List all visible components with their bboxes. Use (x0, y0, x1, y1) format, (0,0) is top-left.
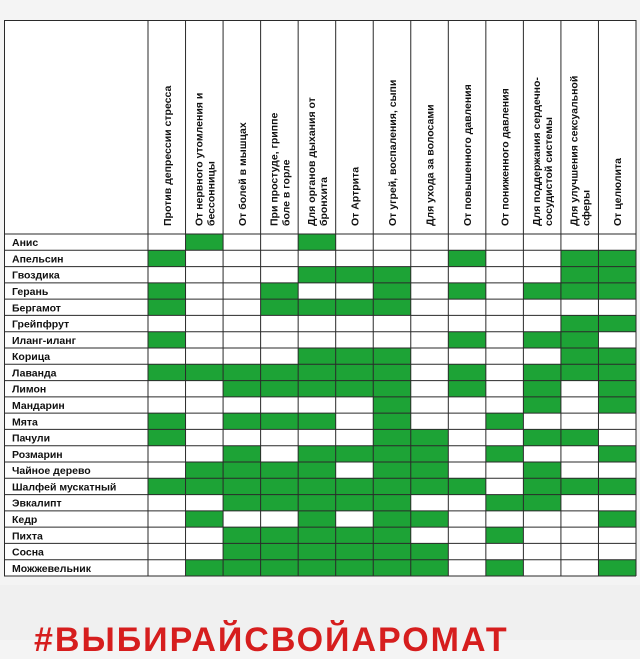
column-header: От пониженного давления (499, 88, 512, 226)
mark-cell (373, 267, 411, 283)
mark-cell (261, 478, 299, 494)
column-header: От болей в мышцах (236, 122, 249, 226)
row-label: Сосна (12, 546, 44, 559)
mark-cell (561, 429, 599, 445)
column-header: Для поддержания сердечно- (531, 77, 544, 226)
mark-cell (561, 283, 599, 299)
mark-cell (298, 511, 336, 527)
mark-cell (336, 446, 374, 462)
mark-cell (598, 560, 636, 576)
mark-cell (298, 381, 336, 397)
mark-cell (261, 495, 299, 511)
mark-cell (261, 299, 299, 315)
mark-cell (523, 429, 561, 445)
mark-cell (598, 446, 636, 462)
mark-cell (486, 495, 524, 511)
mark-cell (411, 560, 449, 576)
mark-cell (411, 511, 449, 527)
mark-cell (186, 560, 224, 576)
mark-cell (486, 560, 524, 576)
mark-cell (148, 299, 186, 315)
mark-cell (223, 527, 261, 543)
mark-cell (598, 348, 636, 364)
mark-cell (148, 413, 186, 429)
row-label: Анис (12, 237, 39, 250)
mark-cell (373, 381, 411, 397)
mark-cell (486, 527, 524, 543)
mark-cell (148, 250, 186, 266)
mark-cell (411, 446, 449, 462)
column-header: сосудистой системы (543, 117, 556, 226)
mark-cell (186, 478, 224, 494)
mark-cell (261, 381, 299, 397)
mark-cell (298, 413, 336, 429)
mark-cell (298, 462, 336, 478)
mark-cell (448, 332, 486, 348)
mark-cell (523, 495, 561, 511)
mark-cell (561, 478, 599, 494)
row-labels (12, 237, 116, 575)
mark-cell (148, 364, 186, 380)
mark-cell (336, 267, 374, 283)
column-header: При простуде, гриппе (268, 112, 281, 226)
mark-cell (186, 364, 224, 380)
mark-cell (223, 560, 261, 576)
oils-table-sheet (4, 20, 636, 576)
mark-cell (148, 478, 186, 494)
column-header: боле в горле (280, 159, 293, 226)
mark-cell (598, 315, 636, 331)
mark-cell (336, 478, 374, 494)
column-header: Против депрессии стресса (161, 85, 174, 226)
mark-cell (223, 413, 261, 429)
mark-cell (598, 381, 636, 397)
mark-cell (373, 478, 411, 494)
mark-cell (523, 332, 561, 348)
mark-cell (186, 511, 224, 527)
mark-cell (411, 543, 449, 559)
mark-cell (448, 478, 486, 494)
mark-cell (561, 348, 599, 364)
mark-cell (411, 429, 449, 445)
mark-cell (261, 283, 299, 299)
mark-cell (298, 267, 336, 283)
mark-cell (186, 234, 224, 250)
mark-cell (223, 478, 261, 494)
mark-cell (373, 397, 411, 413)
mark-cell (148, 283, 186, 299)
column-header: От угрей, воспаления, сыпи (387, 79, 399, 226)
mark-cell (298, 543, 336, 559)
mark-cell (261, 364, 299, 380)
row-label: Можжевельник (12, 562, 91, 575)
row-label: Бергамот (12, 302, 61, 315)
mark-cell (523, 364, 561, 380)
mark-cell (336, 560, 374, 576)
mark-cell (561, 332, 599, 348)
row-label: Гвоздика (12, 269, 60, 282)
mark-cell (336, 299, 374, 315)
mark-cell (298, 527, 336, 543)
row-label: Шалфей мускатный (12, 481, 117, 494)
row-label: Пихта (12, 530, 43, 543)
row-label: Кедр (12, 514, 38, 526)
column-header: Для улучшения сексуальной (568, 75, 581, 226)
row-label: Эвкалипт (12, 497, 62, 510)
mark-cell (373, 446, 411, 462)
mark-cell (598, 397, 636, 413)
mark-cell (223, 364, 261, 380)
mark-cell (373, 462, 411, 478)
mark-cell (523, 397, 561, 413)
mark-cell (598, 478, 636, 494)
mark-cell (373, 429, 411, 445)
column-header: бессонницы (205, 161, 218, 226)
mark-cell (561, 267, 599, 283)
row-label: Герань (12, 286, 49, 298)
mark-cell (336, 495, 374, 511)
mark-cell (598, 511, 636, 527)
mark-cell (223, 381, 261, 397)
row-label: Лимон (12, 383, 47, 396)
row-label: Мята (12, 416, 38, 429)
mark-cell (148, 429, 186, 445)
mark-cell (598, 364, 636, 380)
mark-cell (148, 332, 186, 348)
mark-cell (561, 315, 599, 331)
mark-cell (448, 364, 486, 380)
column-header: От Артрита (349, 166, 362, 226)
row-label: Мандарин (12, 400, 65, 412)
row-label: Корица (12, 351, 51, 364)
column-header: От нервного утомления и (193, 92, 206, 226)
mark-cell (298, 446, 336, 462)
mark-cell (373, 413, 411, 429)
mark-cell (261, 462, 299, 478)
mark-cell (373, 299, 411, 315)
mark-cell (448, 381, 486, 397)
mark-cell (298, 495, 336, 511)
row-label: Лаванда (12, 367, 57, 380)
column-headers (162, 76, 624, 226)
column-header: От целюлита (612, 157, 625, 226)
row-label: Чайное дерево (12, 465, 91, 478)
mark-cell (223, 495, 261, 511)
mark-cell (298, 478, 336, 494)
mark-cell (336, 381, 374, 397)
column-header: Для органов дыхания от (305, 97, 318, 226)
mark-cell (373, 543, 411, 559)
mark-cell (411, 462, 449, 478)
mark-cell (261, 543, 299, 559)
mark-cell (373, 364, 411, 380)
row-label: Пачули (12, 432, 51, 445)
mark-cell (261, 560, 299, 576)
column-header: От повышенного давления (462, 84, 475, 226)
mark-cell (598, 267, 636, 283)
mark-cell (598, 250, 636, 266)
mark-cell (373, 527, 411, 543)
column-header: бронхита (317, 177, 330, 226)
oils-benefits-table (4, 20, 636, 576)
mark-cell (448, 283, 486, 299)
mark-cell (523, 462, 561, 478)
mark-cell (486, 413, 524, 429)
mark-cell (373, 348, 411, 364)
mark-cell (336, 543, 374, 559)
mark-cell (223, 446, 261, 462)
mark-cell (261, 413, 299, 429)
mark-cell (336, 364, 374, 380)
mark-cell (373, 283, 411, 299)
mark-cell (523, 381, 561, 397)
bottom-caption: #ВЫБИРАЙСВОЙАРОМАТ (34, 621, 509, 659)
mark-cell (411, 478, 449, 494)
mark-cell (598, 283, 636, 299)
table-marks (148, 234, 636, 576)
column-header: сферы (580, 189, 593, 226)
row-label: Розмарин (12, 448, 63, 461)
mark-cell (373, 511, 411, 527)
mark-cell (373, 495, 411, 511)
mark-cell (448, 250, 486, 266)
column-header: Для ухода за волосами (424, 104, 437, 226)
mark-cell (561, 364, 599, 380)
row-label: Иланг-иланг (12, 334, 76, 347)
mark-cell (298, 299, 336, 315)
mark-cell (298, 348, 336, 364)
mark-cell (373, 560, 411, 576)
mark-cell (223, 543, 261, 559)
row-label: Грейпфрут (12, 318, 70, 331)
mark-cell (336, 348, 374, 364)
mark-cell (523, 283, 561, 299)
mark-cell (298, 234, 336, 250)
mark-cell (523, 478, 561, 494)
mark-cell (223, 462, 261, 478)
mark-cell (298, 364, 336, 380)
mark-cell (486, 446, 524, 462)
mark-cell (298, 560, 336, 576)
mark-cell (561, 250, 599, 266)
mark-cell (336, 527, 374, 543)
mark-cell (186, 462, 224, 478)
mark-cell (261, 527, 299, 543)
row-label: Апельсин (12, 253, 64, 266)
